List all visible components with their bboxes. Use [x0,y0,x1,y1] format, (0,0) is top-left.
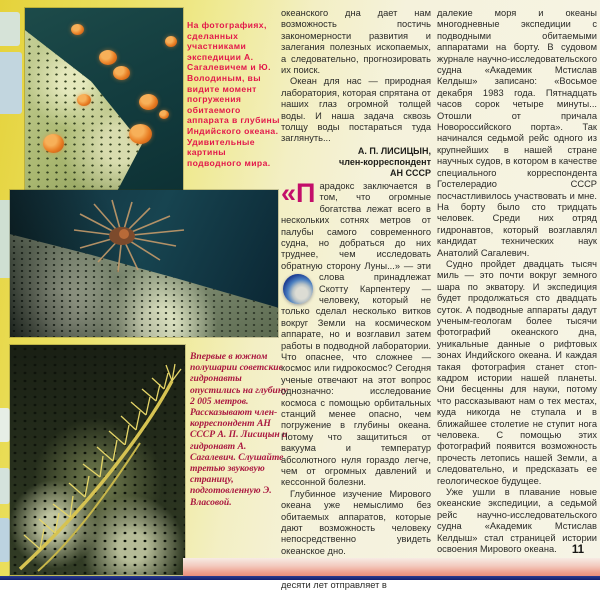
paragraph-text: арадокс заключается в том, что огромные богатства лежат всего в нескольких сотнях метров от палубы самого современного судна, но добраться до них труднее, чем исследовать обратную сторону Луны...» — эти слова принадлежат [281,180,431,283]
anemone-icon [113,66,130,80]
page-number: 11 [571,544,584,556]
rock-slope [25,8,183,192]
text-column-right [437,8,597,570]
anemone-icon [43,134,64,153]
photo-caption-top: На фотографиях, сделанных участниками экспедиции А. Сагалевичем и Ю. Володиным, вы видите момент погружения обитаемого аппарата в глубины Индийского океана. Удивительные картины подводного мира. [187,20,280,168]
binding-tab [0,518,10,562]
paragraph-dropcap [281,177,431,489]
binding-tab [0,468,10,504]
paragraph-text: Скотту Карпентеру — человеку, который не только сделал несколько витков вокруг Земли на космическом аппарате, но и возглавил затем работы в подводной лаборатории. Что опаснее, что сложнее — космос или гидрокосмос? Сегодня ученые отвечают на этот вопрос однозначно: исследование космоса с помощью орбитальных станций менее опасно, чем погружение в глубины океана. Потому что защититься от вакуума и температур абсолютного нуля гораздо легче, чем от огромных давлений и кессонной болезни. [281,283,431,488]
coral-branch-icon [10,345,185,575]
anemone-icon [165,36,177,47]
pink-band [183,558,600,577]
anemone-icon [159,110,169,119]
photo-yellow-coral [10,345,185,575]
photo-spiky-anemone [10,190,278,337]
text-column-left [281,8,431,591]
attribution-name: А. П. ЛИСИЦЫН, [357,145,431,156]
anemone-icon [139,94,158,110]
paragraph: Океан для нас — природная лаборатория, которая спрятана от наших глаз огромной толщей воды. И наша задача сквозь толщу воды постараться туда заглянуть... [281,76,431,144]
blue-sphere-photo [283,274,313,304]
paragraph: десяти лет отправляет в [281,580,387,591]
photo-anemone-colony [25,8,183,192]
attribution-org: АН СССР [389,167,431,178]
binding-tab [0,52,22,114]
anemone-icon [77,94,91,106]
paragraph: Уже ушли в плавание новые океанские экспедиции, а седьмой рейс научно-исследовательского судна «Академик Мстислав Келдыш» стал страницей истории освоения Мирового океана. [437,487,597,555]
anemone-icon [129,124,152,144]
spiky-anemone-icon [72,200,192,276]
paragraph: Глубинное изучение Мирового океана уже немыслимо без обитаемых аппаратов, которые дают возможность человеку непосредственно увидеть океанское дно. [281,488,431,556]
attribution-title: член-корреспондент [339,156,431,167]
paragraph: океанского дна дает нам возможность постичь закономерности развития и залегания полезных ископаемых, а следовательно, прогнозировать их поиск. [281,8,431,76]
binding-tab [0,408,10,442]
anemone-icon [71,24,84,35]
paragraph: далекие моря и океаны многодневные экспедиции с подводными обитаемыми аппаратами на борту. В судовом журнале научно-исследовательского судна «Академик Мстислав Келдыш» записано: «Восьмое декабря 1983 года. Пятнадцать часов сорок четыре минуты... Отошли от причала Новороссийского порта». Так начинался седьмой рейс одного из крупнейших в нашей стране научных судов, в котором в качестве специального корреспондента Гостелерадио СССР посчастливилось участвовать и мне. На борту было сто тридцать человек. Среди них отряд гидронавтов, который возглавлял кандидат технических наук Анатолий Сагалевич. [437,8,597,258]
bottom-navy-bar [0,576,600,580]
photo-caption-bottom: Впервые в южном полушарии советские гидронавты опустились на глубину 2 005 метров. Рассказывают член-корреспондент АН СССР А. П. Лисицын и гидронавт А. Сагалевич. Слушайте третью звуковую страницу, подготовленную Э. Власовой. [190,351,288,508]
anemone-icon [99,50,117,65]
binding-tab [0,12,20,46]
dropcap-letter: «П [281,177,316,208]
paragraph: Судно пройдет двадцать тысяч миль — это почти вокруг земного шара по экватору. И экспедиция будет продолжаться сто двадцать суток. А подводные аппараты дадут ученым-геологам более тысячи фотографий океанского дна, уникальные данные о рифтовых зонах Индийского океана. И каждая такая фотография станет стоп-кадром истории нашей планеты. Они бесценны для науки, потому что рассказывают нам о тех местах, куда никогда не ступала и в ближайшее столетие не ступит нога человека. С помощью этих фотографий появится возможность прочесть летопись нашей Земли, а следовательно, и предсказать ее геологическое будущее. [437,258,597,486]
